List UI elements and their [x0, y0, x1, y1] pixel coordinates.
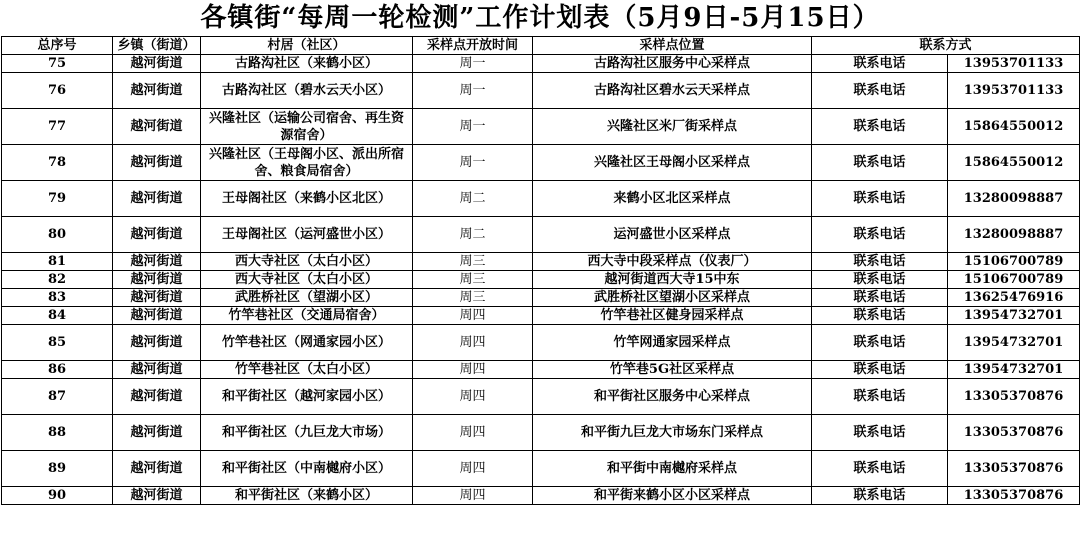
- row-village: 兴隆社区（王母阁小区、派出所宿舍、粮食局宿舍）: [201, 145, 413, 181]
- row-village: 武胜桥社区（望湖小区）: [201, 289, 413, 307]
- row-town: 越河街道: [113, 289, 201, 307]
- row-time: 周一: [413, 145, 533, 181]
- row-phone: 13954732701: [948, 361, 1080, 379]
- row-location: 古路沟社区服务中心采样点: [533, 55, 812, 73]
- row-phone: 15864550012: [948, 145, 1080, 181]
- row-location: 和平街社区服务中心采样点: [533, 379, 812, 415]
- row-time: 周四: [413, 325, 533, 361]
- row-phone: 13280098887: [948, 181, 1080, 217]
- row-location: 武胜桥社区望湖小区采样点: [533, 289, 812, 307]
- table-row: [2, 253, 1080, 271]
- row-location: 兴隆社区王母阁小区采样点: [533, 145, 812, 181]
- row-time: 周三: [413, 253, 533, 271]
- page-title: 各镇街“每周一轮检测”工作计划表（5月9日-5月15日）: [200, 3, 880, 33]
- row-town: 越河街道: [113, 361, 201, 379]
- row-phone: 13305370876: [948, 487, 1080, 505]
- table-row: [2, 379, 1080, 415]
- row-number: 78: [2, 145, 113, 181]
- row-time: 周四: [413, 379, 533, 415]
- table-row: [2, 307, 1080, 325]
- row-phone: 15106700789: [948, 253, 1080, 271]
- row-contact-label: 联系电话: [812, 307, 948, 325]
- row-village: 王母阁社区（运河盛世小区）: [201, 217, 413, 253]
- row-village: 古路沟社区（碧水云天小区）: [201, 73, 413, 109]
- row-village: 和平街社区（九巨龙大市场）: [201, 415, 413, 451]
- row-contact-label: 联系电话: [812, 181, 948, 217]
- table-row: [2, 109, 1080, 145]
- table-row: [2, 289, 1080, 307]
- row-village: 和平街社区（越河家园小区）: [201, 379, 413, 415]
- row-town: 越河街道: [113, 217, 201, 253]
- row-location: 竹竿巷社区健身园采样点: [533, 307, 812, 325]
- row-location: 和平街来鹤小区小区采样点: [533, 487, 812, 505]
- row-time: 周二: [413, 181, 533, 217]
- row-time: 周二: [413, 217, 533, 253]
- row-town: 越河街道: [113, 145, 201, 181]
- header-row: [2, 37, 1080, 55]
- row-location: 和平街中南樾府采样点: [533, 451, 812, 487]
- row-location: 运河盛世小区采样点: [533, 217, 812, 253]
- row-phone: 13625476916: [948, 289, 1080, 307]
- row-village: 西大寺社区（太白小区）: [201, 271, 413, 289]
- table-row: [2, 451, 1080, 487]
- row-phone: 13305370876: [948, 451, 1080, 487]
- row-town: 越河街道: [113, 325, 201, 361]
- row-time: 周一: [413, 109, 533, 145]
- row-village: 古路沟社区（来鹤小区）: [201, 55, 413, 73]
- table-row: [2, 55, 1080, 73]
- row-town: 越河街道: [113, 307, 201, 325]
- row-contact-label: 联系电话: [812, 271, 948, 289]
- row-number: 83: [2, 289, 113, 307]
- table-row: [2, 271, 1080, 289]
- table-row: [2, 181, 1080, 217]
- row-time: 周四: [413, 451, 533, 487]
- row-phone: 15106700789: [948, 271, 1080, 289]
- row-time: 周四: [413, 361, 533, 379]
- row-time: 周四: [413, 487, 533, 505]
- row-phone: 13305370876: [948, 415, 1080, 451]
- row-town: 越河街道: [113, 253, 201, 271]
- row-location: 竹竿巷5G社区采样点: [533, 361, 812, 379]
- header-contact: 联系方式: [812, 37, 1080, 55]
- row-phone: 13954732701: [948, 307, 1080, 325]
- row-number: 75: [2, 55, 113, 73]
- row-time: 周一: [413, 73, 533, 109]
- row-phone: 13954732701: [948, 325, 1080, 361]
- row-village: 和平街社区（来鹤小区）: [201, 487, 413, 505]
- row-village: 西大寺社区（太白小区）: [201, 253, 413, 271]
- row-location: 古路沟社区碧水云天采样点: [533, 73, 812, 109]
- row-village: 竹竿巷社区（太白小区）: [201, 361, 413, 379]
- row-location: 西大寺中段采样点（仪表厂）: [533, 253, 812, 271]
- table-row: [2, 145, 1080, 181]
- row-number: 84: [2, 307, 113, 325]
- row-time: 周一: [413, 55, 533, 73]
- row-location: 越河街道西大寺15中东: [533, 271, 812, 289]
- table-row: [2, 325, 1080, 361]
- row-town: 越河街道: [113, 451, 201, 487]
- row-number: 89: [2, 451, 113, 487]
- row-location: 和平街九巨龙大市场东门采样点: [533, 415, 812, 451]
- table-row: [2, 487, 1080, 505]
- row-phone: 13305370876: [948, 379, 1080, 415]
- row-town: 越河街道: [113, 415, 201, 451]
- row-number: 88: [2, 415, 113, 451]
- row-location: 竹竿网通家园采样点: [533, 325, 812, 361]
- row-contact-label: 联系电话: [812, 217, 948, 253]
- row-town: 越河街道: [113, 55, 201, 73]
- row-location: 兴隆社区米厂街采样点: [533, 109, 812, 145]
- table-row: [2, 217, 1080, 253]
- row-contact-label: 联系电话: [812, 325, 948, 361]
- row-phone: 13953701133: [948, 73, 1080, 109]
- row-phone: 13953701133: [948, 55, 1080, 73]
- table-row: [2, 73, 1080, 109]
- table-row: [2, 415, 1080, 451]
- header-location: 采样点位置: [533, 37, 812, 55]
- row-contact-label: 联系电话: [812, 415, 948, 451]
- row-contact-label: 联系电话: [812, 253, 948, 271]
- row-number: 76: [2, 73, 113, 109]
- row-number: 81: [2, 253, 113, 271]
- row-number: 90: [2, 487, 113, 505]
- header-time: 采样点开放时间: [413, 37, 533, 55]
- row-town: 越河街道: [113, 73, 201, 109]
- schedule-table: [1, 36, 1080, 505]
- row-village: 兴隆社区（运输公司宿舍、再生资源宿舍）: [201, 109, 413, 145]
- row-time: 周四: [413, 415, 533, 451]
- row-location: 来鹤小区北区采样点: [533, 181, 812, 217]
- row-contact-label: 联系电话: [812, 289, 948, 307]
- row-contact-label: 联系电话: [812, 109, 948, 145]
- row-number: 85: [2, 325, 113, 361]
- row-contact-label: 联系电话: [812, 73, 948, 109]
- row-town: 越河街道: [113, 109, 201, 145]
- header-no: 总序号: [2, 37, 113, 55]
- row-number: 79: [2, 181, 113, 217]
- row-town: 越河街道: [113, 181, 201, 217]
- table-row: [2, 361, 1080, 379]
- row-time: 周四: [413, 307, 533, 325]
- row-town: 越河街道: [113, 487, 201, 505]
- row-phone: 15864550012: [948, 109, 1080, 145]
- row-number: 80: [2, 217, 113, 253]
- row-phone: 13280098887: [948, 217, 1080, 253]
- row-number: 87: [2, 379, 113, 415]
- row-contact-label: 联系电话: [812, 379, 948, 415]
- row-village: 王母阁社区（来鹤小区北区）: [201, 181, 413, 217]
- row-contact-label: 联系电话: [812, 145, 948, 181]
- row-town: 越河街道: [113, 379, 201, 415]
- row-time: 周三: [413, 289, 533, 307]
- row-village: 和平街社区（中南樾府小区）: [201, 451, 413, 487]
- header-town: 乡镇（街道）: [113, 37, 201, 55]
- row-contact-label: 联系电话: [812, 451, 948, 487]
- row-time: 周三: [413, 271, 533, 289]
- row-number: 86: [2, 361, 113, 379]
- row-village: 竹竿巷社区（交通局宿舍）: [201, 307, 413, 325]
- header-village: 村居（社区）: [201, 37, 413, 55]
- row-contact-label: 联系电话: [812, 361, 948, 379]
- row-town: 越河街道: [113, 271, 201, 289]
- row-number: 82: [2, 271, 113, 289]
- row-number: 77: [2, 109, 113, 145]
- row-contact-label: 联系电话: [812, 487, 948, 505]
- row-contact-label: 联系电话: [812, 55, 948, 73]
- row-village: 竹竿巷社区（网通家园小区）: [201, 325, 413, 361]
